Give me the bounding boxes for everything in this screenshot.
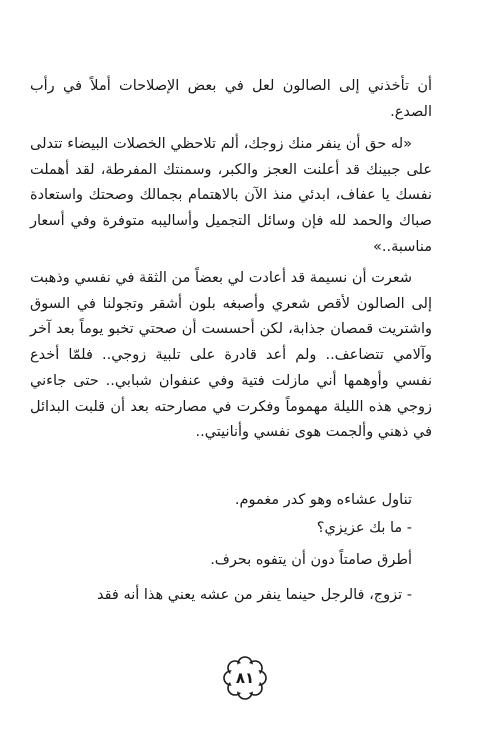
page-number-badge <box>222 655 268 701</box>
paragraph-6: أطرق صامتاً دون أن يتفوه بحرف. <box>210 552 412 568</box>
paragraph-3: شعرت أن نسيمة قد أعادت لي بعضاً من الثقة في نفسي وذهبت إلى الصالون لأقص شعري وأصبغه بلون أشقر وتجولنا في السوق واشتريت قمصان جذابة، لكن أحسست أن صحتي تخبو يوماً بعد آخر وآلامي تتضاعف.. ولم أعد قادرة على تلبية زوجي.. فلمّا أخدع نفسي وأوهمها أني مازلت فتية وفي عنفوان شبابي.. حتى جاءني زوجي هذه الليلة مهموماً وفكرت في مصارحته بعد أن قلبت البدائل في ذهني وألجمت هوى نفسي وأنانيتي.. <box>30 270 432 441</box>
paragraph-7: - تزوج، فالرجل حينما ينفر من عشه يعني هذا أنه فقد <box>96 587 412 603</box>
paragraph-5: - ما بك عزيزي؟ <box>316 520 412 536</box>
paragraph-2: «له حق أن ينفر منك زوجك، ألم تلاحظي الخصلات البيضاء تتدلى على جبينك قد أعلنت العجز والكبر، وسمنتك المفرطة، لقد أهملت نفسك يا عفاف، ابدئي منذ الآن بالاهتمام بجمالك وصحتك واستعادة صباك والحمد لله فإن وسائل التجميل وأساليبه متوفرة وفي أسعار مناسبة..» <box>30 136 432 255</box>
page-number: ٨١ <box>235 669 255 687</box>
paragraph-1: أن تأخذني إلى الصالون لعل في بعض الإصلاحات أملاً في رأب الصدع. <box>30 78 432 120</box>
paragraph-4: تناول عشاءه وهو كدر مغموم. <box>234 492 412 508</box>
